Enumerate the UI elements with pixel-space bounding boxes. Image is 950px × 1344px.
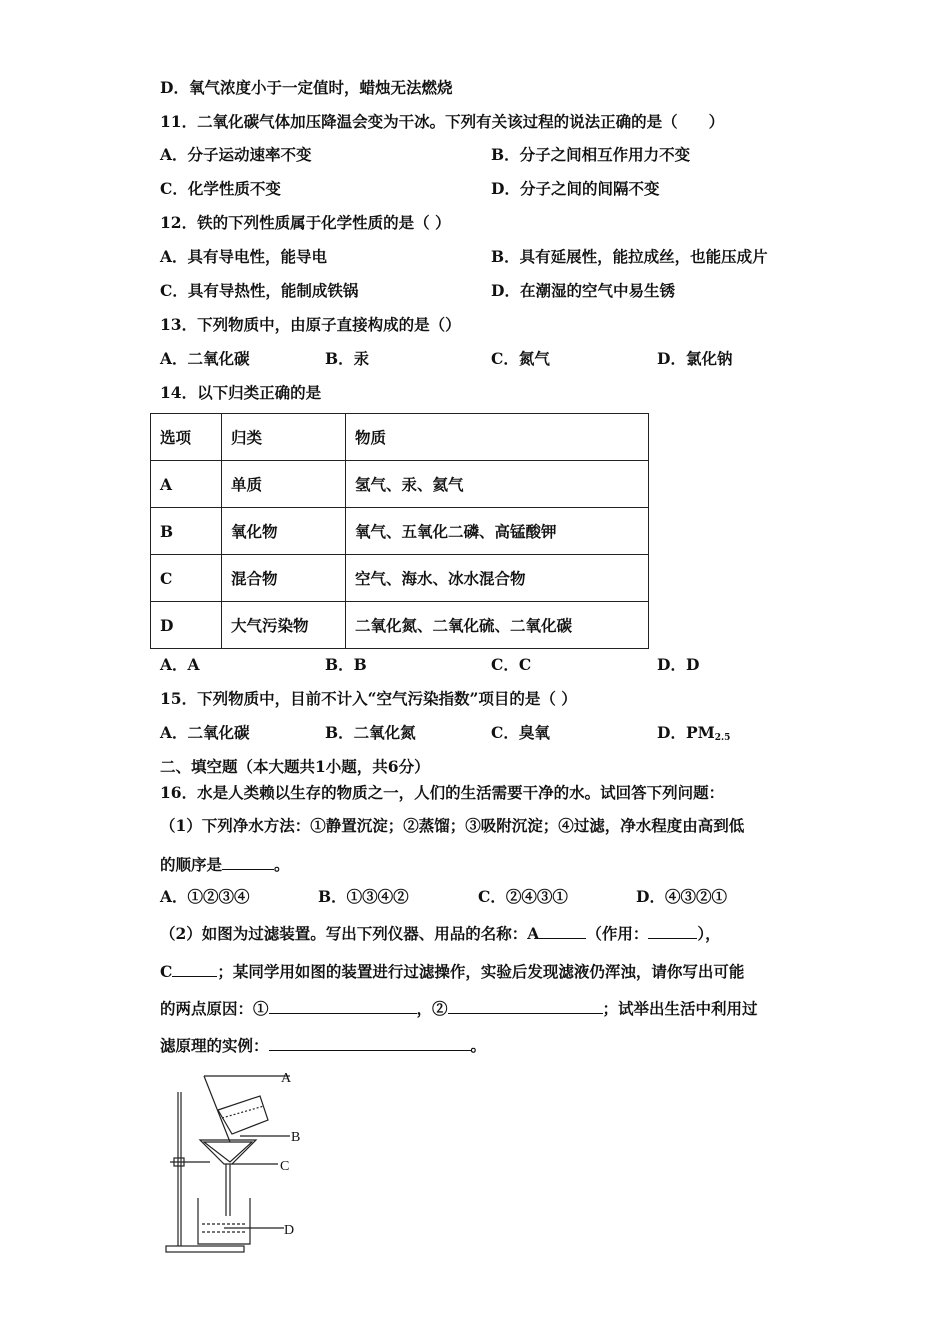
table-cell: 混合物 — [222, 555, 346, 602]
q13-option-a: A．二氧化碳 — [160, 349, 250, 368]
answer-blank[interactable] — [269, 997, 417, 1014]
q16-part1-line2 — [160, 853, 290, 875]
q16-part2-text: 。 — [470, 1036, 487, 1055]
answer-blank[interactable] — [172, 960, 217, 977]
q14-option-b: B．B — [325, 655, 367, 674]
q16-part2-text: ；某同学用如图的装置进行过滤操作，实验后发现滤液仍浑浊，请你写出可能 — [217, 962, 745, 981]
table-row — [151, 508, 649, 555]
receiving-beaker — [198, 1198, 250, 1244]
q11-option-a: A．分子运动速率不变 — [160, 145, 312, 164]
label-b: B — [291, 1130, 301, 1145]
q16-part2-text: ）， — [697, 924, 721, 943]
q11-option-b: B．分子之间相互作用力不变 — [491, 145, 691, 164]
answer-blank[interactable] — [269, 1034, 471, 1051]
table-header-cell: 选项 — [151, 414, 222, 461]
table-cell: D — [151, 602, 222, 649]
q15-option-d-subscript: 2.5 — [714, 733, 731, 743]
q16-option-c: C．②④③① — [478, 887, 568, 906]
q13-stem: 13．下列物质中，由原子直接构成的是（） — [160, 315, 461, 334]
q13-option-c: C．氮气 — [491, 349, 550, 368]
table-row — [151, 555, 649, 602]
q16-option-a: A．①②③④ — [160, 887, 250, 906]
q16-part2-text: 滤原理的实例： — [160, 1036, 269, 1055]
q12-option-c: C．具有导热性，能制成铁锅 — [160, 281, 359, 300]
classification-table — [150, 413, 649, 649]
q15-option-d — [657, 723, 730, 748]
table-cell: 氢气、汞、氦气 — [346, 461, 649, 508]
q16-part2-line3 — [160, 997, 758, 1019]
table-header-cell: 归类 — [222, 414, 346, 461]
q15-option-c: C．臭氧 — [491, 723, 550, 742]
q16-part1-text: 的顺序是 — [160, 855, 223, 874]
q13-option-b: B．汞 — [325, 349, 370, 368]
table-cell: 二氧化氮、二氧化硫、二氧化碳 — [346, 602, 649, 649]
table-header-cell: 物质 — [346, 414, 649, 461]
q16-part2-text: C — [160, 962, 173, 981]
q16-part2-line2 — [160, 960, 744, 982]
q16-option-d: D．④③②① — [636, 887, 727, 906]
q16-part2-text: 的两点原因：① — [160, 999, 269, 1018]
q11-stem: 11．二氧化碳气体加压降温会变为干冰。下列有关该过程的说法正确的是（ ） — [160, 112, 725, 131]
q15-option-a: A．二氧化碳 — [160, 723, 250, 742]
stand-base — [166, 1246, 244, 1252]
q13-option-d: D．氯化钠 — [657, 349, 733, 368]
answer-blank[interactable] — [648, 922, 697, 939]
filtration-apparatus-figure — [160, 1066, 330, 1261]
q16-part2-line4 — [160, 1034, 486, 1056]
q12-option-d: D．在潮湿的空气中易生锈 — [491, 281, 675, 300]
q16-part2-text: （作用： — [586, 924, 649, 943]
q14-option-d: D．D — [657, 655, 700, 674]
table-cell: C — [151, 555, 222, 602]
q15-stem: 15．下列物质中，目前不计入“空气污染指数”项目的是（ ） — [160, 689, 577, 708]
q15-option-b: B．二氧化氮 — [325, 723, 416, 742]
table-row — [151, 602, 649, 649]
table-cell: 空气、海水、冰水混合物 — [346, 555, 649, 602]
q16-part2-text: （2）如图为过滤装置。写出下列仪器、用品的名称：A — [160, 924, 540, 943]
q10-option-d: D．氧气浓度小于一定值时，蜡烛无法燃烧 — [160, 78, 453, 97]
q14-stem: 14．以下归类正确的是 — [160, 383, 322, 402]
answer-blank[interactable] — [539, 922, 586, 939]
answer-blank[interactable] — [448, 997, 603, 1014]
table-row — [151, 461, 649, 508]
pouring-beaker — [218, 1096, 268, 1134]
q14-option-a: A．A — [160, 655, 200, 674]
q16-part1-line1: （1）下列净水方法：①静置沉淀；②蒸馏；③吸附沉淀；④过滤，净水程度由高到低 — [160, 816, 745, 835]
q16-part2-line1 — [160, 922, 721, 944]
q16-part2-text: ；试举出生活中利用过 — [602, 999, 758, 1018]
q14-option-c: C．C — [491, 655, 532, 674]
label-a: A — [281, 1071, 292, 1086]
section-title: 二、填空题（本大题共1小题，共6分） — [160, 757, 430, 776]
table-cell: 氧气、五氧化二磷、高锰酸钾 — [346, 508, 649, 555]
table-cell: 大气污染物 — [222, 602, 346, 649]
q15-option-d-text: D．PM — [657, 723, 715, 742]
q16-part2-text: ，② — [416, 999, 448, 1018]
table-header-row — [151, 414, 649, 461]
q11-option-c: C．化学性质不变 — [160, 179, 281, 198]
table-cell: B — [151, 508, 222, 555]
q12-stem: 12．铁的下列性质属于化学性质的是（ ） — [160, 213, 451, 232]
label-c: C — [280, 1159, 290, 1174]
answer-blank[interactable] — [222, 853, 274, 870]
q16-option-b: B．①③④② — [318, 887, 409, 906]
q12-option-b: B．具有延展性，能拉成丝，也能压成片 — [491, 247, 768, 266]
label-d: D — [284, 1223, 295, 1238]
q12-option-a: A．具有导电性，能导电 — [160, 247, 328, 266]
table-cell: 氧化物 — [222, 508, 346, 555]
glass-rod — [204, 1076, 230, 1142]
table-cell: 单质 — [222, 461, 346, 508]
q16-part1-end: 。 — [274, 855, 290, 874]
q11-option-d: D．分子之间的间隔不变 — [491, 179, 660, 198]
table-cell: A — [151, 461, 222, 508]
q16-stem: 16．水是人类赖以生存的物质之一，人们的生活需要干净的水。试回答下列问题： — [160, 783, 725, 802]
